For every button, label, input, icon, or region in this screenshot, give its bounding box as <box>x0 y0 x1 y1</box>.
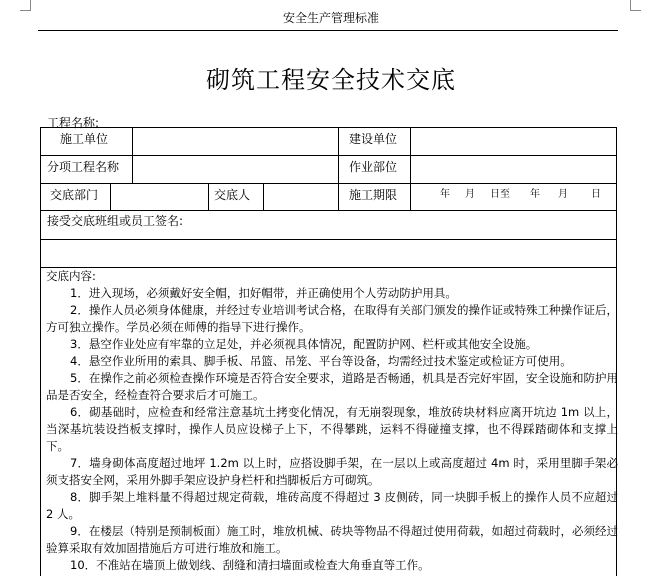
construction-unit-label: 施工单位 <box>60 132 109 146</box>
content-item: 9．在楼层（特别是预制板面）施工时，堆放机械、砖块等物品不得超过使用荷载，如超过荷载时，必须经过验算采取有效加固措施后方可进行堆放和施工。 <box>46 524 618 555</box>
content-item: 8．脚手架上堆料量不得超过规定荷载，堆砖高度不得超过 3 皮侧砖，同一块脚手板上的操作人员不应超过 2 人。 <box>46 490 618 521</box>
page-header: 安全生产管理标准 <box>282 11 379 25</box>
content-item: 5．在操作之前必须检查操作环境是否符合安全要求，道路是否畅通，机具是否完好牢固，安全设施和防护用品是否安全，经检查符合要求后才可施工。 <box>46 371 618 402</box>
handover-person-label: 交底人 <box>214 188 251 202</box>
header-rule <box>38 30 618 31</box>
content-item: 4．悬空作业所用的索具、脚手板、吊篮、吊笼、平台等设备，均需经过技术鉴定或检证方可使用。 <box>70 354 572 368</box>
project-name-label: 工程名称: <box>47 116 100 130</box>
construction-period-label: 施工期限 <box>349 188 398 202</box>
handover-dept-label: 交底部门 <box>50 188 99 202</box>
content-item: 6．砌基础时，应检查和经常注意基坑土拷变化情况，有无崩裂现象，堆放砖块材料应离开坑边 1m 以上，当深基坑装设挡板支撑时，操作人员应设梯子上下，不得攀跳，运料不得碰撞支撑，也不得踩踏砌体和支撑上下。 <box>46 405 618 453</box>
document-title: 砌筑工程安全技术交底 <box>206 66 456 94</box>
handover-content <box>46 268 618 574</box>
content-item: 3．悬空作业处应有牢靠的立足处，并必须视具体情况，配置防护网、栏杆或其他安全设施。 <box>70 337 538 351</box>
receiver-signature-label: 接受交底班组或员工签名: <box>47 214 184 228</box>
content-label: 交底内容: <box>46 269 96 283</box>
content-item: 10．不准站在墙顶上做划线、刮缝和清扫墙面或检查大角垂直等工作。 <box>70 558 430 572</box>
sub-project-name-label: 分项工程名称 <box>47 160 120 174</box>
content-item: 7．墙身砌体高度超过地坪 1.2m 以上时，应搭设脚手架，在一层以上或高度超过 4m 时，采用里脚手架必须支搭安全网，采用外脚手架应设护身栏杆和挡脚板后方可砌筑。 <box>46 456 618 487</box>
builder-unit-label: 建设单位 <box>349 132 398 146</box>
content-item: 2．操作人员必须身体健康，并经过专业培训考试合格，在取得有关部门颁发的操作证或特殊工种操作证后，方可独立操作。学员必须在师傅的指导下进行操作。 <box>46 303 618 334</box>
work-location-label: 作业部位 <box>349 160 398 174</box>
content-item: 1．进入现场，必须戴好安全帽，扣好帽带，并正确使用个人劳动防护用具。 <box>70 286 457 300</box>
